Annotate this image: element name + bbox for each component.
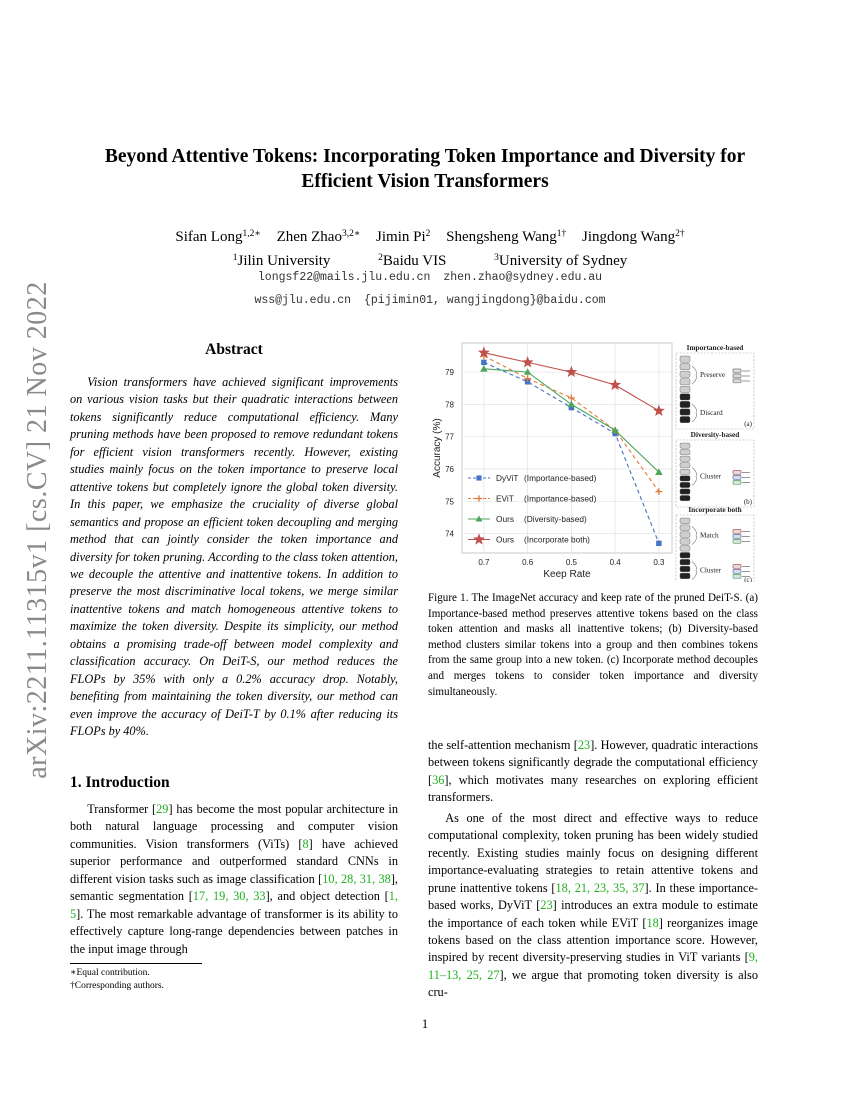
token-cell: [680, 482, 690, 487]
intro-paragraph: Transformer [29] has become the most popular architecture in both natural language processing and computer vision communities. Vision transformers (ViTs) [8] have achieved superior performance and outperformed standard CNNs in different vision tasks such as image classification [10, 28, 31, 38], semantic segmentation [17, 19, 30, 33], and object detection [1, 5]. The most remarkable advantage of transformer is its ability to effectively capture long-range dependencies between patches in the input image through: [70, 802, 398, 956]
legend-note: (Incorporate both): [524, 534, 590, 545]
data-point: [476, 475, 481, 480]
email[interactable]: {pijimin01, wangjingdong}@baidu.com: [363, 294, 606, 307]
token-cell: [680, 489, 690, 494]
token-cell: [680, 573, 690, 579]
token-cell: [680, 409, 690, 415]
y-axis-label: Accuracy (%): [432, 418, 443, 478]
affiliation: $^3$University of Sydney: [494, 253, 628, 269]
title-line-2: Efficient Vision Transformers: [301, 171, 549, 192]
author-list: [60, 224, 800, 248]
legend-note: (Importance-based): [524, 493, 597, 504]
x-tick-label: 0.7: [478, 558, 490, 567]
token-cell: [680, 539, 690, 545]
author: Jingdong Wang$^{2\dagger}$: [582, 229, 685, 245]
citation-link[interactable]: 9, 11–13, 25, 27: [428, 950, 758, 982]
page-number: 1: [421, 1016, 429, 1031]
author: Zhen Zhao$^{3,2∗}$: [276, 229, 361, 245]
panel-tag: (a): [744, 420, 752, 428]
abstract-heading: Abstract: [205, 341, 263, 358]
output-token: [733, 471, 741, 475]
token-cell: [680, 495, 690, 500]
output-token: [733, 481, 741, 485]
abstract-text: Vision transformers have achieved significant improvements on various vision tasks but their quadratic interactions between tokens significantly reduce computational efficiency. Many pruning methods have been proposed to remove redundant tokens for efficient vision transformers recently. However, existing studies mainly focus on the token importance to preserve local attentive tokens but completely ignore the global token diversity. In this paper, we emphasize the cruciality of diverse global semantics and propose an efficient token decoupling and merging method that can jointly consider the token importance and diversity for token pruning. According to the class token attention, we decouple the attentive and inattentive tokens. In addition to preserve the most discriminative local tokens, we merge similar inattentive tokens and match homogeneous attentive tokens to maximize the token diversity. Despite its simplicity, our method obtains a promising trade-off between model complexity and classification accuracy. On DeiT-S, our method reduces the FLOPs by 35% with only a 0.2% accuracy drop. Notably, benefiting from maintaining the token diversity, our method can even improve the accuracy of DeiT-T by 0.1% after reducing its FLOPs by 40%.: [70, 375, 398, 739]
panel-title: Diversity-based: [690, 430, 740, 439]
y-tick-label: 79: [445, 368, 454, 378]
token-cell: [680, 559, 690, 565]
output-token: [733, 565, 741, 569]
output-token: [733, 530, 741, 534]
paper-title: [70, 144, 780, 194]
accuracy-keep-rate-chart: [428, 340, 758, 582]
panel-tag: (c): [744, 576, 752, 582]
output-token: [733, 369, 741, 373]
footnote: †Corresponding authors.: [70, 980, 164, 991]
output-token: [733, 535, 741, 539]
token-cell: [680, 401, 690, 407]
citation-link[interactable]: 36: [432, 772, 445, 787]
token-cell: [680, 416, 690, 422]
output-token: [733, 374, 741, 378]
arxiv-stamp: arXiv:2211.11315v1 [cs.CV] 21 Nov 2022: [22, 281, 54, 779]
figure-1: [428, 340, 758, 582]
footnotes: [70, 963, 410, 992]
citation-link[interactable]: 1, 5: [70, 889, 398, 921]
figure-caption: Figure 1. The ImageNet accuracy and keep rate of the pruned DeiT-S. (a) Importance-based method preserves attentive tokens based on the class token attention and masks all inattentive tokens; (b) Diversity-based method clusters similar tokens into a group and then combines tokens from the same group into a new token. (c) Incorporate method decouples and merges tokens to consider token importance and diversity simultaneously.: [428, 592, 758, 698]
citation-link[interactable]: 29: [156, 802, 169, 816]
email[interactable]: longsf22@mails.jlu.edu.cn: [257, 271, 431, 284]
y-tick-label: 75: [445, 497, 454, 507]
x-tick-label: 0.5: [565, 558, 577, 567]
title-line-1: Beyond Attentive Tokens: Incorporating Token Importance and Diversity for: [104, 146, 746, 167]
y-tick-label: 76: [445, 465, 454, 474]
y-tick-label: 78: [445, 400, 454, 410]
email[interactable]: wss@jlu.edu.cn: [254, 294, 352, 307]
token-cell: [680, 364, 690, 370]
panel-label: Match: [700, 530, 719, 540]
footnote-rule: [70, 963, 202, 964]
legend-label: DyViT: [496, 473, 519, 483]
legend-note: (Importance-based): [524, 473, 597, 483]
right-column-text: the self-attention mechanism [23]. However, quadratic interactions between tokens significantly degrade the computational efficiency [36], which motivates many researches on exploring efficient transformers. As one of the most direct and effective ways to reduce computational complexity, token pruning has been widely studied recently. Existing studies mainly focus on designing different importance-evaluating strategies to retain attentive tokens and prune inattentive tokens [18, 21, 23, 35, 37]. In these importance-based works, DyViT [23] introduces an extra module to estimate the importance of each token while EViT [18] reorganizes image tokens based on the class attention importance score. However, inspired by recent diversity-preserving studies in ViT variants [9, 11–13, 25, 27], we argue that promoting token diversity is also cru-: [428, 738, 759, 1000]
author: Sifan Long$^{1,2∗}$: [175, 229, 261, 245]
x-tick-label: 0.3: [653, 558, 665, 567]
legend-label: EViT: [496, 493, 514, 504]
token-cell: [680, 518, 690, 524]
panel-tag: (b): [743, 498, 752, 506]
token-cell: [680, 456, 690, 461]
token-cell: [680, 450, 690, 455]
y-tick-label: 77: [445, 432, 454, 442]
panel-label: Discard: [700, 408, 723, 417]
token-cell: [680, 356, 690, 362]
token-cell: [680, 443, 690, 448]
x-tick-label: 0.4: [609, 558, 621, 567]
x-tick-label: 0.6: [522, 558, 534, 567]
token-cell: [680, 532, 690, 538]
token-cell: [680, 394, 690, 400]
token-cell: [680, 371, 690, 377]
token-cell: [680, 463, 690, 468]
data-point: [656, 541, 661, 546]
citation-link[interactable]: 23: [540, 898, 553, 913]
output-token: [733, 476, 741, 480]
token-cell: [680, 379, 690, 385]
legend-note: (Diversity-based): [524, 514, 587, 524]
affiliation: $^2$Baidu VIS: [378, 253, 447, 269]
x-axis-label: Keep Rate: [543, 569, 591, 580]
token-cell: [680, 469, 690, 474]
output-token: [733, 540, 741, 544]
panel-label: Cluster: [700, 471, 722, 481]
intro-heading: 1. Introduction: [70, 774, 170, 791]
token-cell: [680, 546, 690, 552]
citation-link[interactable]: 10, 28, 31, 38: [322, 871, 391, 886]
output-token: [733, 379, 741, 383]
citation-link[interactable]: 18, 21, 23, 35, 37: [555, 880, 645, 895]
email[interactable]: zhen.zhao@sydney.edu.au: [443, 271, 603, 284]
citation-link[interactable]: 23: [577, 738, 591, 752]
affiliation: $^1$Jilin University: [232, 253, 331, 269]
author-block: [60, 224, 800, 272]
citation-link[interactable]: 17, 19, 30, 33: [192, 889, 266, 904]
token-cell: [680, 525, 690, 531]
footnote: ∗Equal contribution.: [70, 968, 150, 978]
author: Jimin Pi$^2$: [376, 229, 431, 245]
author: Shengsheng Wang$^{1\dagger}$: [446, 229, 567, 245]
token-cell: [680, 566, 690, 572]
panel-label: Preserve: [700, 370, 726, 379]
panel-title: Importance-based: [686, 343, 744, 352]
citation-link[interactable]: 8: [302, 836, 309, 851]
token-cell: [680, 386, 690, 392]
y-tick-label: 74: [445, 529, 454, 539]
email-block: [60, 266, 800, 312]
panel-label: Cluster: [700, 565, 722, 575]
citation-link[interactable]: 18: [646, 915, 659, 930]
panel-title: Incorporate both: [688, 505, 742, 514]
output-token: [733, 575, 741, 579]
legend-label: Ours: [496, 534, 514, 545]
legend-label: Ours: [496, 514, 514, 524]
token-cell: [680, 552, 690, 558]
output-token: [733, 570, 741, 574]
token-cell: [680, 476, 690, 481]
data-point: [481, 360, 486, 365]
